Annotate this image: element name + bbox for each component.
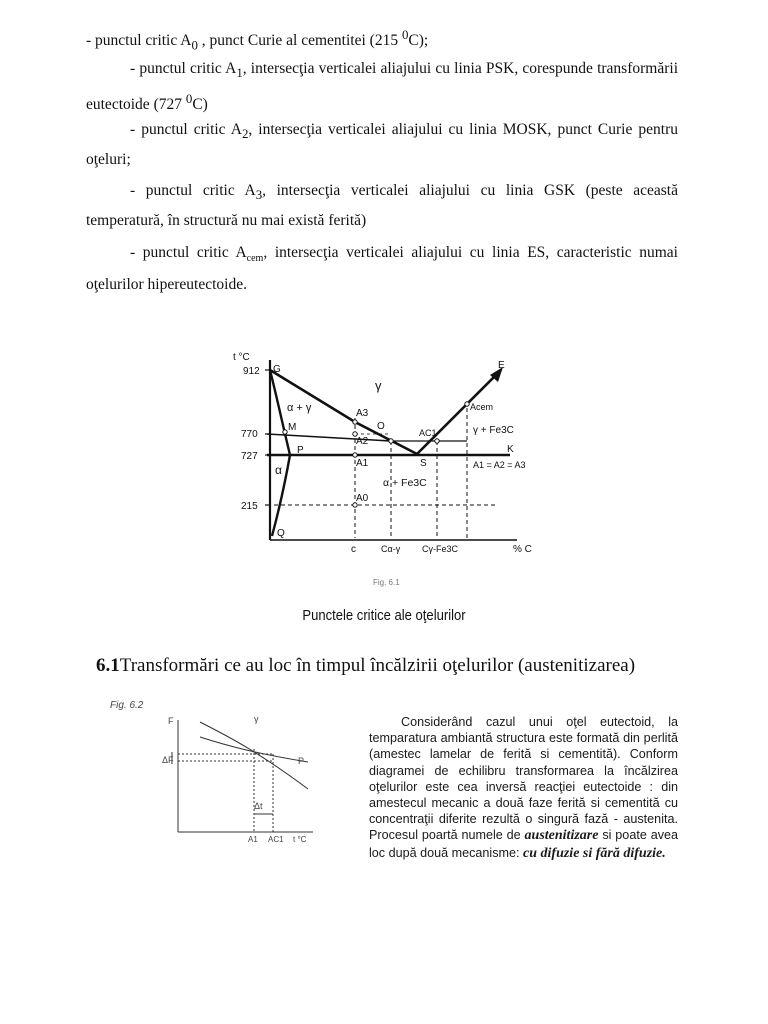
label-a3: A3 — [356, 408, 369, 419]
point-o: O — [377, 421, 385, 432]
side-paragraph — [369, 714, 678, 862]
label-c: c — [351, 544, 356, 555]
text: , intersecţia verticalei aliajului cu linia PSK, corespunde transformării eutectoide (727 — [86, 60, 678, 114]
point-k: K — [507, 444, 514, 455]
region-gamma-fe3c: γ + Fe3C — [473, 425, 514, 436]
label-a2: A2 — [356, 436, 369, 447]
paragraph-a2 — [86, 117, 678, 173]
superscript: 0 — [185, 91, 193, 107]
figure2-number: Fig. 6.2 — [110, 700, 144, 711]
text: , intersecţia verticalei aliajului cu linia MOSK, punct Curie pentru oţeluri; — [86, 121, 678, 169]
text: , intersecţia verticalei aliajului cu linia ES, caracteristic numai oţelurilor hipereutectoide. — [86, 244, 678, 294]
section-heading — [96, 655, 635, 677]
paragraph-a1 — [86, 56, 678, 118]
subscript: 1 — [236, 65, 243, 81]
subscript: 2 — [241, 126, 249, 142]
text: , intersecţia verticalei aliajului cu linia GSK (peste această temperatură, în structură nu mai există ferită) — [86, 182, 678, 230]
text: , punct Curie al cementitei (215 — [197, 32, 402, 50]
text: - punctul critic A — [130, 182, 256, 199]
bold-term: cu difuzie si fără difuzie. — [523, 845, 666, 861]
label-acem: Acem — [470, 402, 494, 412]
free-energy-diagram — [108, 692, 333, 852]
paragraph-a0 — [86, 22, 678, 58]
text: - punctul critic A — [130, 244, 247, 261]
subscript: 3 — [255, 187, 263, 203]
curve-p-label: P — [298, 756, 305, 766]
paragraph-a3 — [86, 178, 678, 234]
axis-f-label: F — [168, 716, 174, 726]
text: si poate avea loc după două mecanisme: — [369, 828, 679, 860]
fe-c-diagram — [205, 338, 575, 596]
superscript: 0 — [401, 27, 409, 42]
region-alpha: α — [275, 463, 282, 477]
tick-727: 727 — [241, 451, 258, 462]
axis-y-label: t °C — [233, 352, 250, 363]
label-ac1: AC1 — [419, 428, 437, 438]
tick-912: 912 — [243, 366, 260, 377]
delta-f-label: ΔF — [162, 755, 174, 765]
figure-caption: Punctele critice ale oţelurilor — [302, 608, 466, 624]
delta-t-label: Δt — [254, 801, 263, 811]
label-c-gamma-fe3c: Cγ-Fe3C — [422, 544, 459, 554]
section-title: Transformări ce au loc în timpul încălzirii oţelurilor (austenitizarea) — [119, 655, 636, 676]
point-q: Q — [277, 528, 285, 539]
curve-gamma-label: γ — [254, 714, 259, 724]
text: - punctul critic A — [86, 32, 192, 50]
subscript: 0 — [191, 37, 198, 53]
line-se — [417, 374, 497, 454]
tick-215: 215 — [241, 501, 258, 512]
region-alpha-gamma: α + γ — [287, 402, 312, 414]
point-p: P — [297, 445, 304, 456]
tick-770: 770 — [241, 429, 258, 440]
text: - punctul critic A — [130, 121, 242, 138]
point-e: E — [498, 360, 505, 371]
label-a0: A0 — [356, 493, 369, 504]
label-a1: A1 — [356, 458, 369, 469]
region-alpha-fe3c: α + Fe3C — [383, 477, 427, 489]
x-label-t: t °C — [293, 835, 307, 844]
figure-number: Fig. 6.1 — [373, 578, 400, 587]
axis-x-label: % C — [513, 544, 532, 555]
label-a1-a2-a3: A1 = A2 = A3 — [473, 460, 526, 470]
region-gamma: γ — [375, 378, 382, 393]
label-c-alpha-gamma: Cα-γ — [381, 544, 401, 554]
point-m: M — [288, 422, 297, 433]
subscript: cem — [246, 253, 264, 265]
bold-term: austenitizare — [524, 828, 599, 844]
point-s: S — [420, 458, 427, 469]
text: Considerând cazul unui oţel eutectoid, la temparatura ambiantă structura este formată din perlită (amestec lamelar de ferită si cementită). Conform diagramei de echilibru transformarea la încălzirea oţelurilor este cea inversă reacţiei eutectoide : din amestecul mecanic a două faze ferită si cementită cu concentraţii diferite rezultă o singură fază - austenita. Procesul poartă numele de — [369, 715, 678, 843]
text: C) — [192, 96, 208, 114]
text: C); — [408, 32, 429, 50]
text: - punctul critic A — [130, 60, 237, 77]
section-number: 6.1 — [96, 655, 120, 676]
point-g: G — [273, 364, 281, 375]
x-label-a1: A1 — [248, 835, 258, 844]
paragraph-acem — [86, 240, 678, 298]
x-label-ac1: AC1 — [268, 835, 284, 844]
